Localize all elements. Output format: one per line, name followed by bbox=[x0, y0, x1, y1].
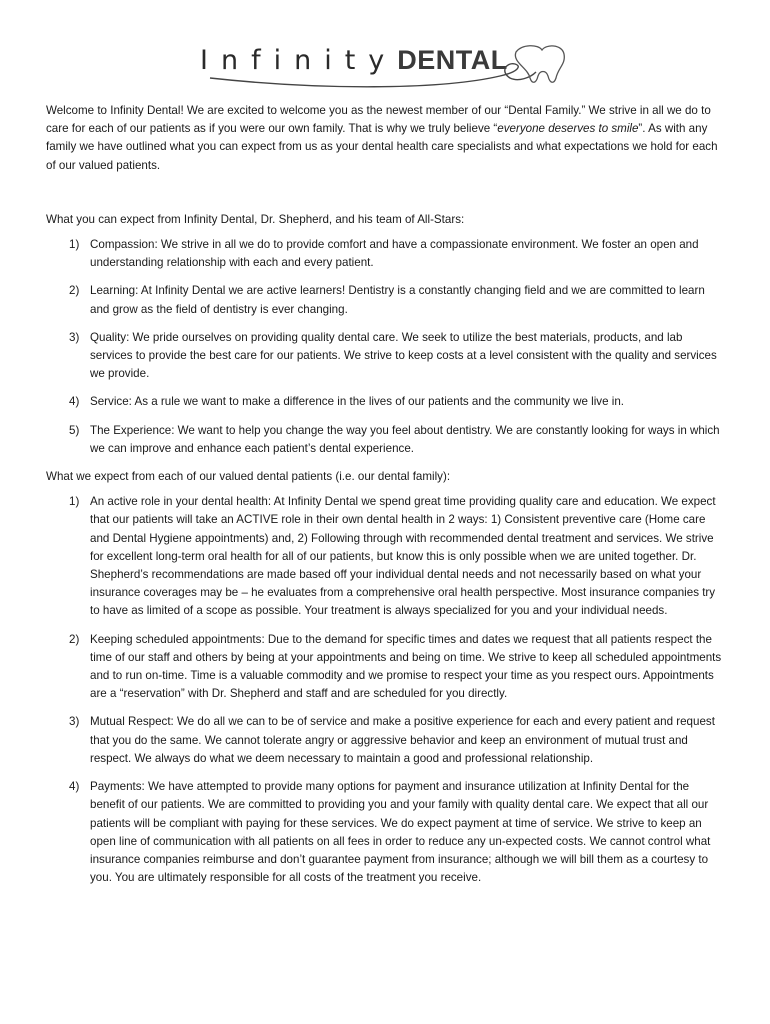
list-text: An active role in your dental health: At Infinity Dental we spend great time providing quality care and education. We expect that our patients will take an ACTIVE role in their own dental health in 2 ways: 1) Consistent preventive care (Home care and Dental Hygiene appointments) and, 2) Following through with recommended dental treatment and services. We strive for excellent long-term oral health for all of our patients, but know this is only possible when we are united together. Dr. Shepherd’s recommendations are made based off your individual dental needs and not necessarily based on what your insurance coverages may be – he evaluates from a comprehensive oral health perspective. Most insurance companies try to have as limited of a scope as possible. Your treatment is always specialized for you and your individual needs. bbox=[90, 495, 716, 618]
list-number: 1) bbox=[69, 495, 80, 509]
list-item bbox=[46, 713, 726, 768]
list-number: 5) bbox=[69, 423, 80, 437]
section2-list bbox=[46, 493, 726, 887]
section1-list bbox=[46, 236, 726, 458]
list-item bbox=[46, 493, 726, 620]
list-number: 2) bbox=[69, 632, 80, 646]
list-number: 4) bbox=[69, 395, 80, 409]
intro-paragraph bbox=[46, 102, 726, 175]
list-text: Compassion: We strive in all we do to provide comfort and have a compassionate environment. We foster an open and understanding relationship with each and every patient. bbox=[90, 238, 699, 270]
intro-text-start: Welcome to Infinity Dental! We are excited to welcome you as the newest member of our “Dental Family.” We strive in all we do to care for each of our patients as if you were our own family. That is why we truly believe “ bbox=[46, 104, 711, 136]
logo-dental-text: DENTAL bbox=[397, 45, 508, 75]
list-item bbox=[46, 631, 726, 704]
intro-text-end: ”. As with any family we have outlined what you can expect from us as your dental health care specialists and what expectations we hold for each of our valued patients. bbox=[46, 122, 718, 172]
list-number: 2) bbox=[69, 284, 80, 298]
tooth-swoosh-icon bbox=[200, 38, 570, 94]
section2-heading: What we expect from each of our valued dental patients (i.e. our dental family): bbox=[46, 470, 451, 484]
list-item bbox=[46, 393, 726, 411]
list-item bbox=[46, 778, 726, 887]
list-number: 3) bbox=[69, 715, 80, 729]
list-text: Service: As a rule we want to make a difference in the lives of our patients and the community we live in. bbox=[90, 395, 625, 409]
list-item bbox=[46, 236, 726, 272]
infinity-dental-logo bbox=[200, 38, 570, 94]
list-number: 4) bbox=[69, 780, 80, 794]
list-item bbox=[46, 422, 726, 458]
list-item bbox=[46, 329, 726, 384]
list-text: The Experience: We want to help you change the way you feel about dentistry. We are constantly looking for ways in which we can improve and enhance each patient’s dental experience. bbox=[90, 423, 720, 455]
list-number: 1) bbox=[69, 238, 80, 252]
intro-emphasis: everyone deserves to smile bbox=[497, 122, 639, 136]
list-text: Keeping scheduled appointments: Due to the demand for specific times and dates we request that all patients respect the time of our staff and others by being at your appointments and being on time. We strive to keep all scheduled appointments and to run on-time. Time is a valuable commodity and we promise to respect your time as you respect ours. Appointments are a “reservation” with Dr. Shepherd and staff and are scheduled for you directly. bbox=[90, 632, 722, 701]
letter-body bbox=[46, 102, 726, 897]
logo-infinity-text: Infinity bbox=[200, 45, 398, 76]
list-text: Quality: We pride ourselves on providing quality dental care. We seek to utilize the best materials, products, and lab services to provide the best care for our patients. We strive to keep costs at a level consistent with the quality and services we provide. bbox=[90, 330, 717, 381]
list-text: Mutual Respect: We do all we can to be of service and make a positive experience for each and every patient and request that you do the same. We cannot tolerate angry or aggressive behavior and keep an environment of mutual trust and respect. We always do what we deem necessary to maintain a good and professional relationship. bbox=[90, 715, 715, 765]
section1-heading: What you can expect from Infinity Dental, Dr. Shepherd, and his team of All-Stars: bbox=[46, 212, 465, 226]
list-item bbox=[46, 282, 726, 318]
list-text: Learning: At Infinity Dental we are active learners! Dentistry is a constantly changing field and we are committed to learn and grow as the field of dentistry is ever changing. bbox=[90, 284, 705, 316]
list-text: Payments: We have attempted to provide many options for payment and insurance utilization at Infinity Dental for the benefit of our patients. We are committed to providing you and your family with quality dental care. We expect that all our patients will be compliant with paying for these services. We do expect payment at time of service. We strive to keep an open line of communication with all patients on all fees in order to reduce any un-expected costs. We cannot control what insurance companies reimburse and don’t guarantee payment from insurance; although we will bill them as a courtesy to you. You are ultimately responsible for all costs of the treatment you receive. bbox=[90, 780, 711, 885]
list-number: 3) bbox=[69, 330, 80, 344]
